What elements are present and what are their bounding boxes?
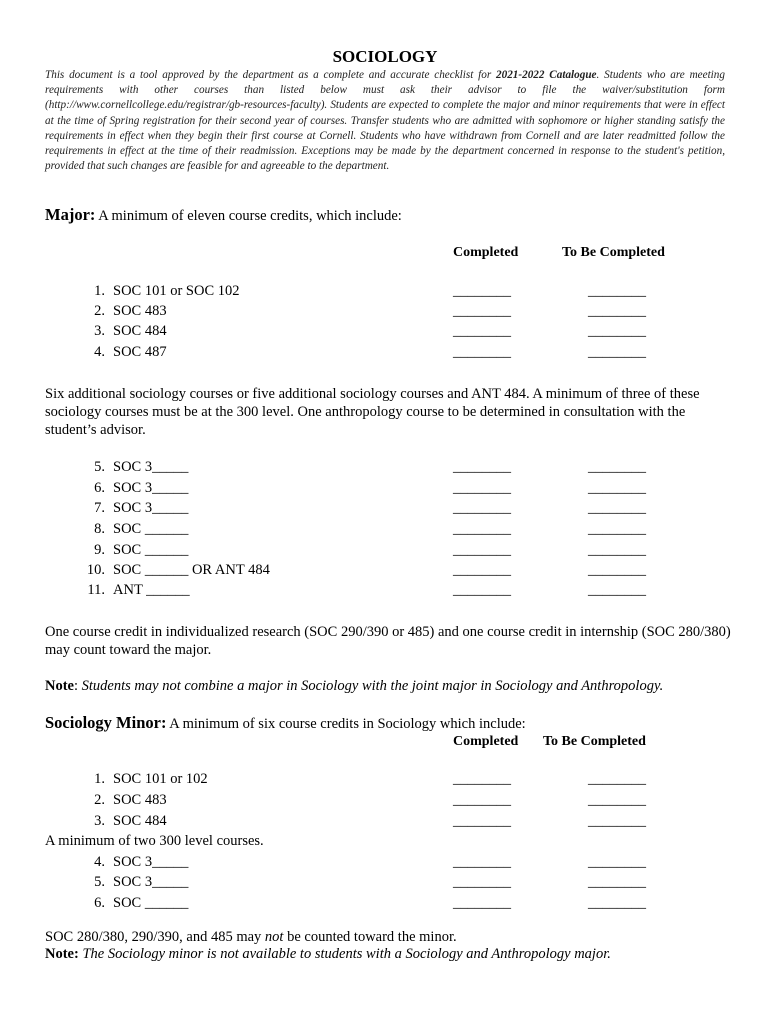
minor-item: 6. SOC ______ ________ ________	[94, 895, 646, 911]
major-col-completed: Completed	[453, 245, 519, 260]
minor-note-label: Note:	[45, 946, 79, 962]
minor-col-completed: Completed	[453, 734, 519, 749]
completed-blank[interactable]: ________	[453, 459, 511, 475]
major-credit-paragraph: One course credit in individualized research (SOC 290/390 or 485) and one course credit in internship (SOC 280/380) may count toward the major.	[45, 624, 731, 658]
major-note-label: Note	[45, 678, 74, 694]
major-item: 3. SOC 484 ________ ________	[94, 323, 646, 339]
major-item: 7. SOC 3_____ ________ ________	[94, 500, 646, 516]
major-item: 4. SOC 487 ________ ________	[94, 344, 646, 360]
to-be-completed-blank[interactable]: ________	[588, 344, 646, 360]
major-additional-paragraph: Six additional sociology courses or five additional sociology courses and ANT 484. A minimum of three of these sociology courses must be at the 300 level. One anthropology course to be determined in consultation with the student’s advisor.	[45, 386, 700, 438]
to-be-completed-blank[interactable]: ________	[588, 283, 646, 299]
completed-blank[interactable]: ________	[453, 874, 511, 890]
minor-300-level-text: A minimum of two 300 level courses.	[45, 833, 264, 849]
completed-blank[interactable]: ________	[453, 582, 511, 598]
major-item: 11. ANT ______ ________ ________	[87, 582, 646, 598]
completed-blank[interactable]: ________	[453, 500, 511, 516]
major-label: Major:	[45, 205, 96, 224]
completed-blank[interactable]: ________	[453, 303, 511, 319]
to-be-completed-blank[interactable]: ________	[588, 480, 646, 496]
major-item: 5. SOC 3_____ ________ ________	[94, 459, 646, 475]
major-item: 6. SOC 3_____ ________ ________	[94, 480, 646, 496]
intro-text-rest: . Students who are meeting requirements with other courses than listed below must ask their advisor to file the waiver/substitution form (http://www.cornellcollege.edu/registrar/gb-resources-faculty). Students are expected to complete the major and minor requirements that were in effect at the time of Spring registration for their second year of courses. Transfer students who are admitted with sophomore or higher standing satisfy the requirements in effect when they begin their first course at Cornell. Students who have withdrawn from Cornell and are later readmitted follow the requirements in effect at the time of their readmission. Exceptions may be made by the department concerned in response to the student's petition, provided that such changes are feasible for and agreeable to the department.	[45, 69, 725, 173]
minor-subheading: A minimum of six course credits in Sociology which include:	[166, 716, 526, 732]
minor-item: 5. SOC 3_____ ________ ________	[94, 874, 646, 890]
completed-blank[interactable]: ________	[453, 542, 511, 558]
major-item: 2. SOC 483 ________ ________	[94, 303, 646, 319]
completed-blank[interactable]: ________	[453, 813, 511, 829]
to-be-completed-blank[interactable]: ________	[588, 813, 646, 829]
completed-blank[interactable]: ________	[453, 283, 511, 299]
minor-item: 3. SOC 484 ________ ________	[94, 813, 646, 829]
completed-blank[interactable]: ________	[453, 562, 511, 578]
minor-item: 2. SOC 483 ________ ________	[94, 792, 646, 808]
major-note: Note: Students may not combine a major in Sociology with the joint major in Sociology and Anthropology.	[45, 678, 664, 694]
intro-text-start: This document is a tool approved by the department as a complete and accurate checklist for	[45, 69, 497, 81]
completed-blank[interactable]: ________	[453, 771, 511, 787]
completed-blank[interactable]: ________	[453, 854, 511, 870]
completed-blank[interactable]: ________	[453, 792, 511, 808]
to-be-completed-blank[interactable]: ________	[588, 500, 646, 516]
to-be-completed-blank[interactable]: ________	[588, 582, 646, 598]
major-col-to-be-completed: To Be Completed	[562, 245, 665, 260]
minor-note-text: The Sociology minor is not available to students with a Sociology and Anthropology major.	[78, 946, 611, 962]
completed-blank[interactable]: ________	[453, 344, 511, 360]
to-be-completed-blank[interactable]: ________	[588, 792, 646, 808]
major-item: 8. SOC ______ ________ ________	[94, 521, 646, 537]
completed-blank[interactable]: ________	[453, 895, 511, 911]
minor-item: 4. SOC 3_____ ________ ________	[94, 854, 646, 870]
completed-blank[interactable]: ________	[453, 521, 511, 537]
to-be-completed-blank[interactable]: ________	[588, 542, 646, 558]
emphasis-not: not	[264, 929, 284, 945]
to-be-completed-blank[interactable]: ________	[588, 303, 646, 319]
major-subheading: A minimum of eleven course credits, which include:	[95, 208, 402, 224]
minor-label: Sociology Minor:	[45, 713, 167, 732]
major-heading	[45, 206, 735, 225]
minor-heading	[45, 714, 735, 733]
document-title: SOCIOLOGY	[332, 47, 438, 66]
to-be-completed-blank[interactable]: ________	[588, 771, 646, 787]
completed-blank[interactable]: ________	[453, 323, 511, 339]
minor-count-text: SOC 280/380, 290/390, and 485 may not be counted toward the minor.	[45, 929, 457, 945]
completed-blank[interactable]: ________	[453, 480, 511, 496]
minor-note	[45, 944, 611, 964]
catalogue-year: 2021-2022 Catalogue	[496, 69, 597, 81]
minor-col-to-be-completed: To Be Completed	[543, 734, 646, 749]
major-item: 9. SOC ______ ________ ________	[94, 542, 646, 558]
intro-paragraph	[45, 68, 725, 174]
minor-item: 1. SOC 101 or 102 ________ ________	[94, 771, 646, 787]
to-be-completed-blank[interactable]: ________	[588, 521, 646, 537]
to-be-completed-blank[interactable]: ________	[588, 323, 646, 339]
major-note-text: Students may not combine a major in Sociology with the joint major in Sociology and Anthropology.	[81, 678, 664, 694]
major-item: 1. SOC 101 or SOC 102 ________ ________	[94, 283, 646, 299]
to-be-completed-blank[interactable]: ________	[588, 895, 646, 911]
major-item: 10. SOC ______ OR ANT 484 ________ ________	[86, 562, 646, 578]
to-be-completed-blank[interactable]: ________	[588, 874, 646, 890]
to-be-completed-blank[interactable]: ________	[588, 562, 646, 578]
to-be-completed-blank[interactable]: ________	[588, 854, 646, 870]
to-be-completed-blank[interactable]: ________	[588, 459, 646, 475]
